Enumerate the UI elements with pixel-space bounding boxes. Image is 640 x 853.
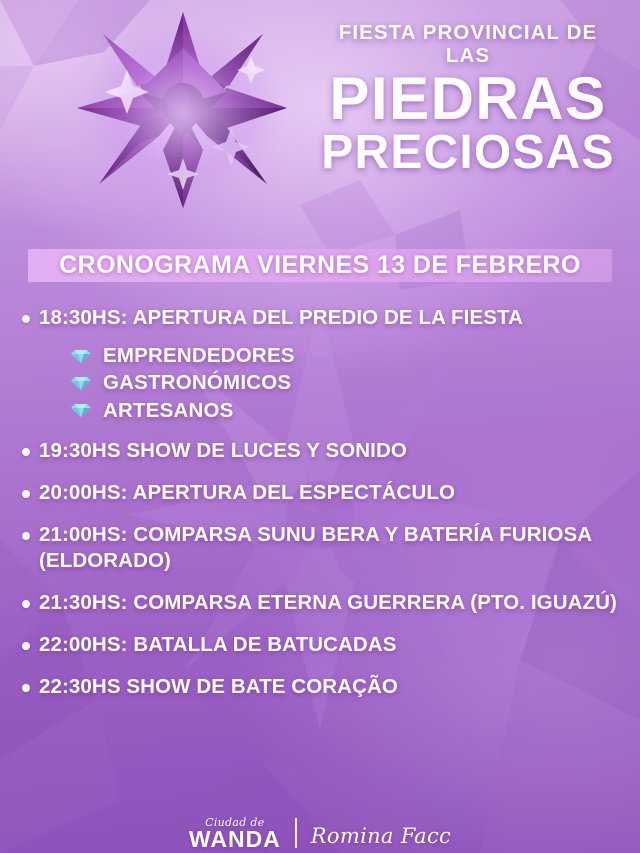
- wanda-city-logo: [189, 817, 281, 851]
- title-line-2: PIEDRAS: [329, 65, 607, 133]
- list-item: [22, 522, 622, 572]
- gem-icon: [70, 403, 92, 418]
- wanda-logo-text: WANDA: [188, 826, 281, 852]
- list-item: [22, 438, 622, 463]
- list-item: [22, 674, 622, 699]
- schedule-item-text: 18:30HS: APERTURA DEL PREDIO DE LA FIESTA: [39, 306, 524, 329]
- schedule-item-text: 21:00HS: COMPARSA SUNU BERA Y BATERÍA FURIOSA (ELDORADO): [39, 523, 592, 572]
- sublist-item-text: GASTRONÓMICOS: [103, 371, 292, 395]
- list-item: [22, 590, 622, 615]
- schedule-item-text: 21:30HS: COMPARSA ETERNA GUERRERA (PTO. IGUAZÚ): [39, 590, 617, 614]
- schedule-banner-label: CRONOGRAMA VIERNES 13 DE FEBRERO: [59, 251, 581, 279]
- logo-glow: [85, 26, 280, 201]
- title-line-1: FIESTA PROVINCIAL DE LAS: [338, 21, 598, 67]
- schedule-banner: [28, 249, 612, 282]
- list-item: [22, 480, 622, 505]
- bullet-icon: [22, 600, 30, 608]
- bullet-icon: [22, 315, 30, 323]
- bullet-icon: [22, 490, 30, 498]
- footer-divider: [295, 818, 297, 848]
- schedule-sublist: [70, 343, 622, 424]
- gem-icon: [70, 349, 92, 364]
- schedule-item-text: 22:30HS SHOW DE BATE CORAÇÃO: [39, 675, 398, 699]
- list-item: [22, 305, 622, 330]
- list-item: [70, 343, 622, 369]
- gem-cluster-logo: [55, 8, 305, 213]
- bullet-icon: [22, 642, 30, 650]
- schedule-item-text: 22:00HS: BATALLA DE BATUCADAS: [39, 632, 397, 656]
- bullet-icon: [22, 684, 30, 692]
- title-line-3: PRECIOSAS: [321, 126, 615, 180]
- schedule-item-text: 19:30HS SHOW DE LUCES Y SONIDO: [39, 438, 407, 462]
- wanda-logo-small-text: Ciudad de: [205, 816, 265, 829]
- sublist-item-text: ARTESANOS: [103, 398, 234, 422]
- poster-title: [318, 21, 618, 180]
- sublist-item-text: EMPRENDEDORES: [103, 344, 295, 368]
- schedule-item-text: 20:00HS: APERTURA DEL ESPECTÁCULO: [39, 481, 456, 505]
- schedule-list: [22, 305, 622, 716]
- list-item: [22, 632, 622, 657]
- gem-icon: [70, 376, 92, 391]
- signature-logo: Romina Facc: [310, 824, 452, 848]
- bullet-icon: [22, 532, 30, 540]
- bullet-icon: [22, 448, 30, 456]
- list-item: [70, 398, 622, 424]
- list-item: [70, 370, 622, 396]
- footer-logos: [0, 807, 640, 853]
